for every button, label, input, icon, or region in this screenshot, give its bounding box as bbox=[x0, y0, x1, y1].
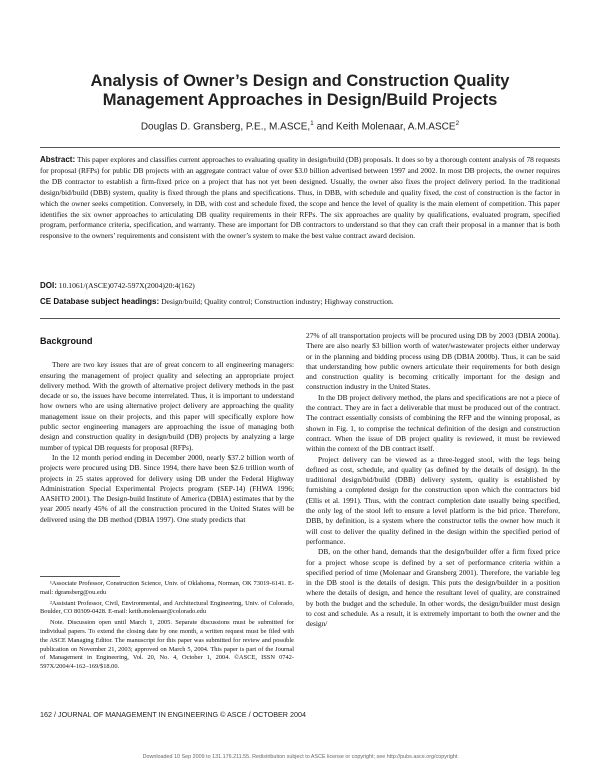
doi-line bbox=[40, 281, 560, 290]
footnote-affiliation-2: ²Assistant Professor, Civil, Environmental, and Architectural Engineering, Univ. of Colorado, Boulder, CO 80309-0428. E-mail: keith.molenaar@colorado.edu bbox=[40, 599, 294, 616]
footnote-divider bbox=[40, 576, 120, 577]
author-2-affiliation-mark: 2 bbox=[455, 120, 460, 127]
download-notice: Downloaded 10 Sep 2009 to 131.176.211.55. Redistribution subject to ASCE license or copyright; see http://pubs.asce.org/copyright bbox=[142, 754, 458, 760]
page-footer: 162 / JOURNAL OF MANAGEMENT IN ENGINEERING © ASCE / OCTOBER 2004 bbox=[40, 710, 306, 719]
paragraph: There are two key issues that are of great concern to all engineering managers: ensuring the management of project quality and selecting an appropriate project delivery method. With the growth of alternative project delivery methods in the past decade or so, the issues have become interrelated. Thus, it is important to understand how owners who are using alternative project delivery are approaching the quality management issue on their projects, and this paper will specifically explore how public sector engineering managers are approaching the issue of managing both design and construction quality in design/build (DB) projects by analyzing a large number of typical DB requests for proposal (RFPs). bbox=[40, 360, 294, 452]
author-connector: and Keith Molenaar, A.M.ASCE bbox=[313, 121, 456, 133]
author-1-affiliation-mark: 1 bbox=[310, 120, 314, 127]
paragraph: Project delivery can be viewed as a three-legged stool, with the legs being defined as cost, schedule, and quality (as defined by the details of design). In the traditional design/bid/build (DBB) delivery system, quality is established by furnishing a completed design for the construction upon which the contractors bid (Ellis et al. 1991). Thus, with the contract completion date usually being specified, the only leg of the stool left to ensure a level platform is the bid price. Therefore, DBB, by definition, is a system where the constructor tells the owner how much it will cost to deliver the quality defined in the design within the specified period of performance. bbox=[306, 454, 560, 546]
author-line bbox=[40, 120, 560, 132]
section-heading-background: Background bbox=[40, 336, 93, 346]
author-1: Douglas D. Gransberg, P.E., M.ASCE, bbox=[140, 121, 311, 133]
abstract-divider bbox=[40, 318, 560, 319]
abstract bbox=[40, 155, 560, 242]
paragraph: DB, on the other hand, demands that the design/builder offer a firm fixed price for a project whose scope is defined by a set of performance criteria within a specified period of time (Molenaar and Gransberg 2001). Therefore, the variable leg in the DB stool is the details of design. This puts the design/builder in a position where the details of design, and hence the resultant level of quality, are constrained by both the budget and the schedule. In other words, the design/builder must design to cost and schedule. As a result, it is extremely important to both the owner and the design/ bbox=[306, 547, 560, 629]
paragraph: 27% of all transportation projects will be procured using DB by 2003 (DBIA 2000a). There are also nearly $3 billion worth of water/wastewater projects either underway or in the planning and bidding process using DB (DBIA 2000b). Thus, it can be said that understanding how public owners articulate their requirements for both design and construction quality is becoming critically important for the design and construction industry in the United States. bbox=[306, 331, 560, 392]
left-column bbox=[40, 336, 294, 525]
top-divider bbox=[40, 147, 560, 148]
subject-headings-label: CE Database subject headings: bbox=[40, 297, 160, 306]
paragraph: In the 12 month period ending in December 2000, nearly $37.2 billion worth of projects were procured using DB. Since 1994, there have been $2.6 trillion worth of projects in 25 states approved for delivery using DB under the Federal Highway Administration Special Experimental Projects program (SEP-14) (FHWA 1996; AASHTO 2001). The Design-build Institute of America (DBIA) estimates that by the year 2005 nearly 45% of all the construction procured in the United States will be delivered using the DB method (DBIA 1997). One study predicts that bbox=[40, 452, 294, 524]
footnote-affiliation-1: ¹Associate Professor, Construction Science, Univ. of Oklahoma, Norman, OK 73019-6141. E-mail: dgransberg@ou.edu bbox=[40, 580, 294, 596]
subject-headings-text: Design/build; Quality control; Construction industry; Highway construction. bbox=[161, 297, 394, 306]
right-column bbox=[306, 331, 560, 630]
doi-label: DOI: bbox=[40, 281, 57, 290]
footnote-discussion-note: Note. Discussion open until March 1, 2005. Separate discussions must be submitted for individual papers. To extend the closing date by one month, a written request must be filed with the ASCE Managing Editor. The manuscript for this paper was submitted for review and possible publication on November 21, 2003; approved on March 5, 2004. This paper is part of the Journal of Management in Engineering, Vol. 20, No. 4, October 1, 2004. ©ASCE, ISSN 0742-597X/2004/4-162–169/$18.00. bbox=[40, 619, 294, 671]
doi-value: 10.1061/(ASCE)0742-597X(2004)20:4(162) bbox=[58, 281, 195, 290]
footnotes bbox=[40, 580, 294, 674]
abstract-label: Abstract: bbox=[40, 155, 76, 164]
subject-headings bbox=[40, 297, 560, 306]
abstract-text: This paper explores and classifies current approaches to evaluating quality in design/build (DB) proposals. It does so by a thorough content analysis of 78 requests for proposal (RFPs) for public DB projects with an aggregate contract value of over $3.0 billion advertised between 1997 and 2002. In most DB projects, the owner requires the DB contractor to establish a firm-fixed price on a project that has not yet been designed. Usually, the owner also fixes the project delivery period. In the traditional design/bid/build (DBB) system, quality is fixed through the plans and specifications. Thus, in DBB, with schedule and quality fixed, the cost of construction is the factor in which the owner seeks competition. Conversely, in DB, with cost and schedule fixed, the scope and hence the level of quality is the main element of competition. This paper identifies the six owner approaches to articulating DB quality requirements in their RFPs. The six approaches are quality by qualifications, evaluated program, specified program, performance criteria, specification, and warranty. These are important for DB contractors to understand so that they can craft their proposal in a manner that is both responsive to the owners’ requirements and consistent with the owner’s system to make the best value contract award decision. bbox=[40, 155, 560, 241]
paper-title: Analysis of Owner’s Design and Construction Quality Management Approaches in Design/Build Projects bbox=[90, 72, 510, 109]
paragraph: In the DB project delivery method, the plans and specifications are not a piece of the contract. They are in fact a deliverable that must be produced out of the contract. The contract essentially consists of combining the RFP and the winning proposal, as shown in Fig. 1, to comprise the technical definition of the design and construction contract. When the issue of DB project quality is reviewed, it must be reviewed within the context of the DB contract itself. bbox=[306, 392, 560, 454]
